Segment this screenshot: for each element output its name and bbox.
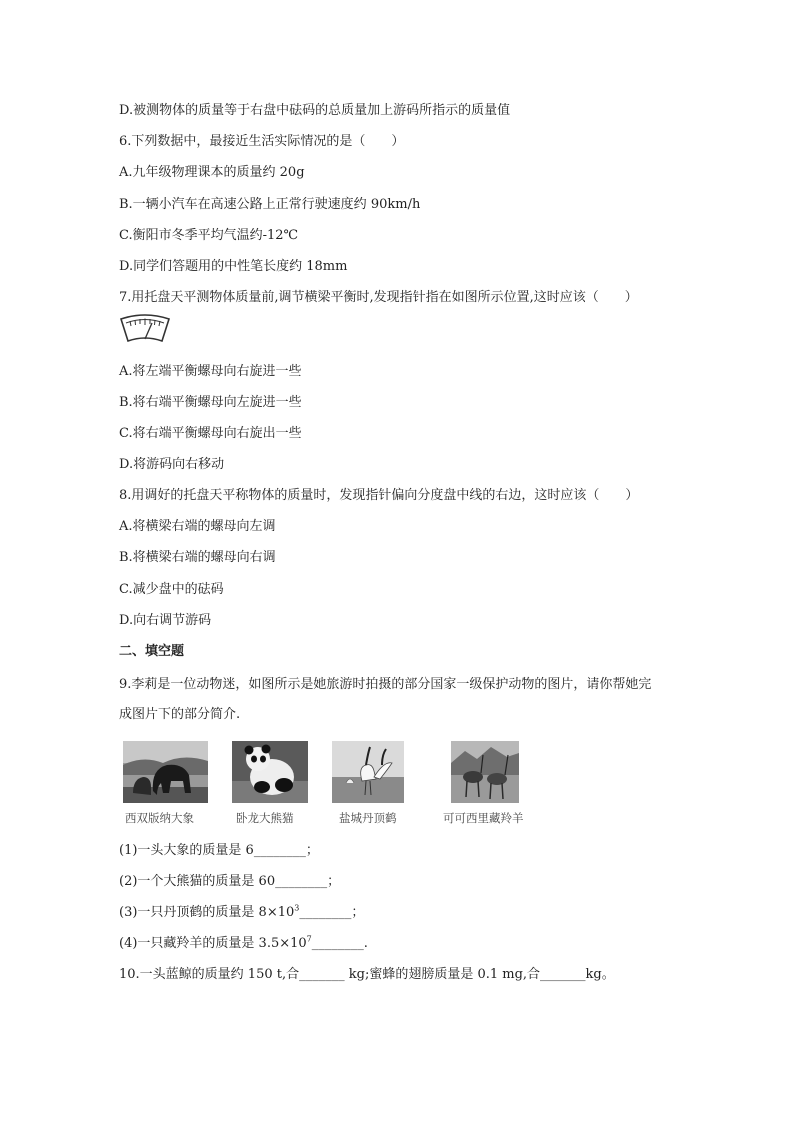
- q6-stem: 6.下列数据中，最接近生活实际情况的是（ ）: [119, 134, 405, 149]
- q9-part-3-blank: ________；: [299, 905, 365, 920]
- elephant-photo: [123, 741, 208, 803]
- q6-option-a: A.九年级物理课本的质量约 20g: [119, 165, 305, 180]
- q9-stem-line2: 成图片下的部分简介.: [119, 707, 241, 722]
- q7-option-c: C.将右端平衡螺母向右旋出一些: [119, 426, 302, 441]
- caption-crane: 盐城丹顶鹤: [339, 811, 397, 825]
- q9-part-4: [119, 935, 368, 953]
- caption-antelope: 可可西里藏羚羊: [443, 811, 524, 825]
- q7-option-a: A.将左端平衡螺母向右旋进一些: [119, 364, 302, 379]
- q9-part-4-blank: ________.: [311, 936, 368, 951]
- crane-photo: [332, 741, 404, 803]
- q9-part-2: (2)一个大熊猫的质量是 60________；: [119, 874, 341, 889]
- caption-panda: 卧龙大熊猫: [236, 811, 294, 825]
- q9-part-4-pre: (4)一只藏羚羊的质量是 3.5×10: [119, 936, 307, 951]
- q8-option-b: B.将横梁右端的螺母向右调: [119, 550, 276, 565]
- q6-option-c: C.衡阳市冬季平均气温约-12℃: [119, 228, 299, 243]
- q6-option-b: B.一辆小汽车在高速公路上正常行驶速度约 90km/h: [119, 197, 421, 212]
- balance-scale-dial-figure: [118, 313, 172, 345]
- q9-part-3-exponent: 3: [294, 903, 300, 913]
- q7-option-d: D.将游码向右移动: [119, 457, 225, 472]
- q8-option-d: D.向右调节游码: [119, 613, 212, 628]
- q9-part-3: [119, 904, 364, 922]
- section-heading-fill-in: 二、填空题: [119, 644, 185, 659]
- q7-stem: 7.用托盘天平测物体质量前,调节横梁平衡时,发现指针指在如图所示位置,这时应该（ ）: [119, 290, 638, 305]
- q9-stem-line1: 9.李莉是一位动物迷，如图所示是她旅游时拍摄的部分国家一级保护动物的图片，请你帮她完: [119, 677, 652, 692]
- q8-stem: 8.用调好的托盘天平称物体的质量时，发现指针偏向分度盘中线的右边，这时应该（ ）: [119, 488, 639, 503]
- q6-option-d: D.同学们答题用的中性笔长度约 18mm: [119, 259, 348, 274]
- q8-option-a: A.将横梁右端的螺母向左调: [119, 519, 276, 534]
- q9-part-1: (1)一头大象的质量是 6________；: [119, 843, 319, 858]
- q7-option-b: B.将右端平衡螺母向左旋进一些: [119, 395, 302, 410]
- antelope-photo: [451, 741, 519, 803]
- q9-part-4-exponent: 7: [306, 934, 312, 944]
- q10-stem: 10.一头蓝鲸的质量约 150 t,合_______ kg;蜜蜂的翅膀质量是 0.1 mg,合_______kg。: [119, 967, 615, 982]
- panda-photo: [232, 741, 308, 803]
- q5-option-d: D.被测物体的质量等于右盘中砝码的总质量加上游码所指示的质量值: [119, 103, 511, 118]
- caption-elephant: 西双版纳大象: [125, 811, 194, 825]
- q8-option-c: C.减少盘中的砝码: [119, 582, 224, 597]
- q9-part-3-pre: (3)一只丹顶鹤的质量是 8×10: [119, 905, 295, 920]
